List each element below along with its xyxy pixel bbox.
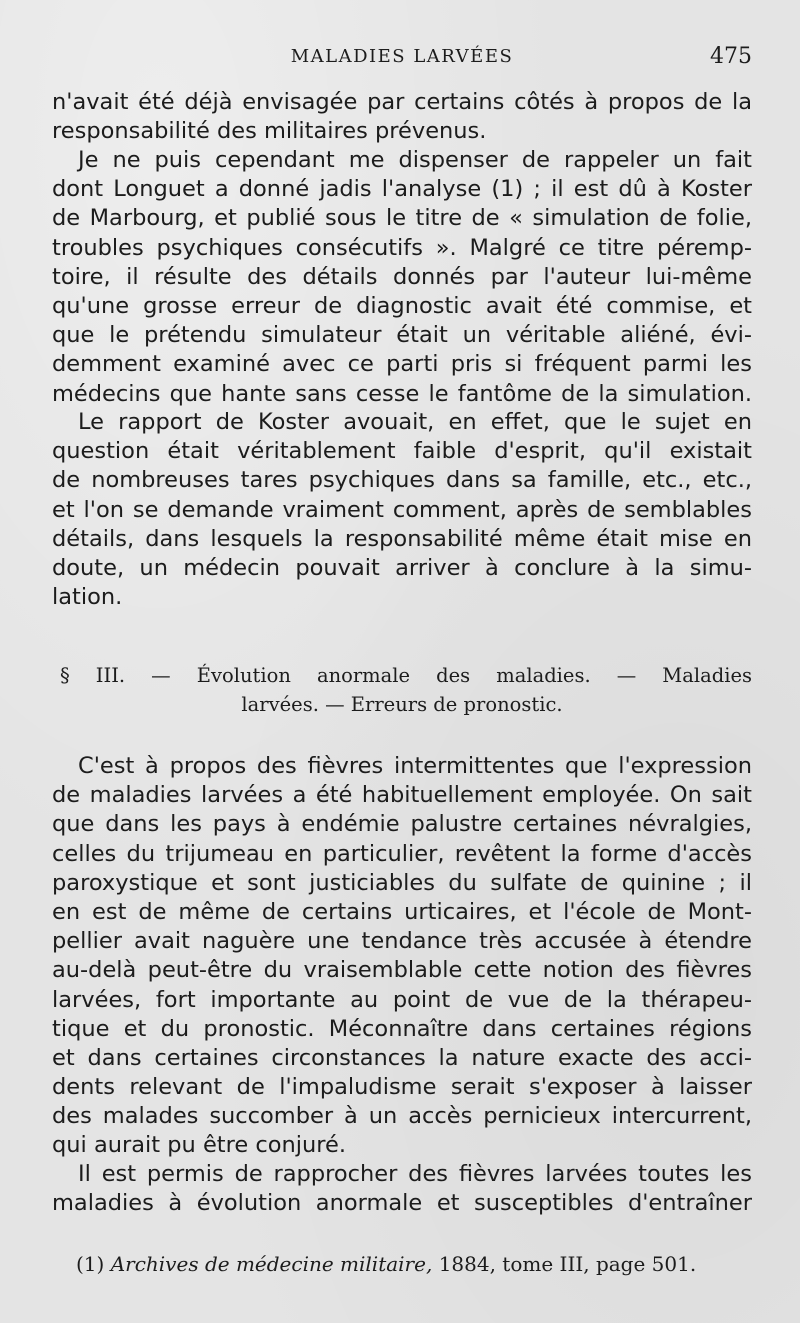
footnote-source: Archives de médecine militaire, (110, 1252, 433, 1276)
paragraph-1 (52, 88, 752, 146)
text-line: détails, dans lesquels la responsabilité même était mise en (52, 525, 752, 552)
text-line: troubles psychiques consécutifs ». Malgré ce titre péremp- (52, 234, 752, 261)
text-line: lation. (52, 584, 123, 611)
text-line: que le prétendu simulateur était un véritable aliéné, évi- (52, 322, 752, 349)
paragraph-2 (52, 146, 752, 409)
footnote (76, 1250, 752, 1278)
text-line: doute, un médecin pouvait arriver à conclure à la simu- (52, 554, 752, 581)
running-head (52, 46, 752, 76)
text-line: larvées, fort importante au point de vue de la thérapeu- (52, 986, 752, 1013)
text-line: qui aurait pu être conjuré. (52, 1132, 347, 1159)
text-line: dents relevant de l'impaludisme serait s'exposer à laisser (52, 1074, 752, 1101)
section-heading (52, 662, 752, 722)
text-line: de nombreuses tares psychiques dans sa famille, etc., etc., (52, 467, 752, 494)
text-line: au-delà peut-être du vraisemblable cette notion des fièvres (52, 957, 752, 984)
paragraph-3 (52, 408, 752, 612)
text-line: responsabilité des militaires prévenus. (52, 118, 487, 145)
text-line: Je ne puis cependant me dispenser de rappeler un fait (78, 147, 752, 173)
page-number: 475 (710, 44, 752, 69)
text-line: médecins que hante sans cesse le fantôme de la simulation. (52, 380, 752, 407)
text-line: question était véritablement faible d'esprit, qu'il existait (52, 438, 752, 465)
footnote-details: 1884, tome III, page 501. (438, 1252, 697, 1276)
text-line: que dans les pays à endémie palustre certaines névralgies, (52, 811, 752, 838)
text-line: C'est à propos des fièvres intermittentes que l'expression (78, 753, 752, 779)
text-line: maladies à évolution anormale et susceptibles d'entraîner (52, 1190, 752, 1217)
text-line: des malades succomber à un accès pernicieux intercurrent, (52, 1103, 752, 1130)
text-line: paroxystique et sont justiciables du sulfate de quinine ; il (52, 869, 752, 896)
text-line: de Marbourg, et publié sous le titre de « simulation de folie, (52, 205, 752, 232)
paragraph-4 (52, 752, 752, 1161)
running-title: MALADIES LARVÉES (290, 46, 514, 67)
section-heading-line-2: larvées. — Erreurs de pronostic. (241, 693, 563, 716)
text-line: en est de même de certains urticaires, et l'école de Mont- (52, 898, 752, 925)
text-line: de maladies larvées a été habituellement employée. On sait (52, 782, 752, 809)
text-line: et l'on se demande vraiment comment, après de semblables (52, 496, 752, 523)
footnote-marker: (1) (76, 1252, 105, 1276)
text-line: celles du trijumeau en particulier, revêtent la forme d'accès (52, 840, 752, 867)
text-line: tique et du pronostic. Méconnaître dans certaines régions (52, 1015, 752, 1042)
text-line: toire, il résulte des détails donnés par l'auteur lui-même (52, 263, 752, 290)
text-line: Il est permis de rapprocher des fièvres larvées toutes les (78, 1161, 752, 1187)
text-line: qu'une grosse erreur de diagnostic avait été commise, et (52, 292, 752, 319)
text-line: Le rapport de Koster avouait, en effet, que le sujet en (78, 409, 752, 435)
paragraph-5 (52, 1160, 752, 1218)
section-heading-line-1: § III. — Évolution anormale des maladies. — Maladies (60, 664, 752, 687)
text-line: demment examiné avec ce parti pris si fréquent parmi les (52, 351, 752, 378)
text-line: dont Longuet a donné jadis l'analyse (1) ; il est dû à Koster (52, 176, 752, 203)
text-line: n'avait été déjà envisagée par certains côtés à propos de la (52, 89, 752, 115)
text-line: pellier avait naguère une tendance très accusée à étendre (52, 928, 752, 955)
text-line: et dans certaines circonstances la nature exacte des acci- (52, 1044, 752, 1071)
